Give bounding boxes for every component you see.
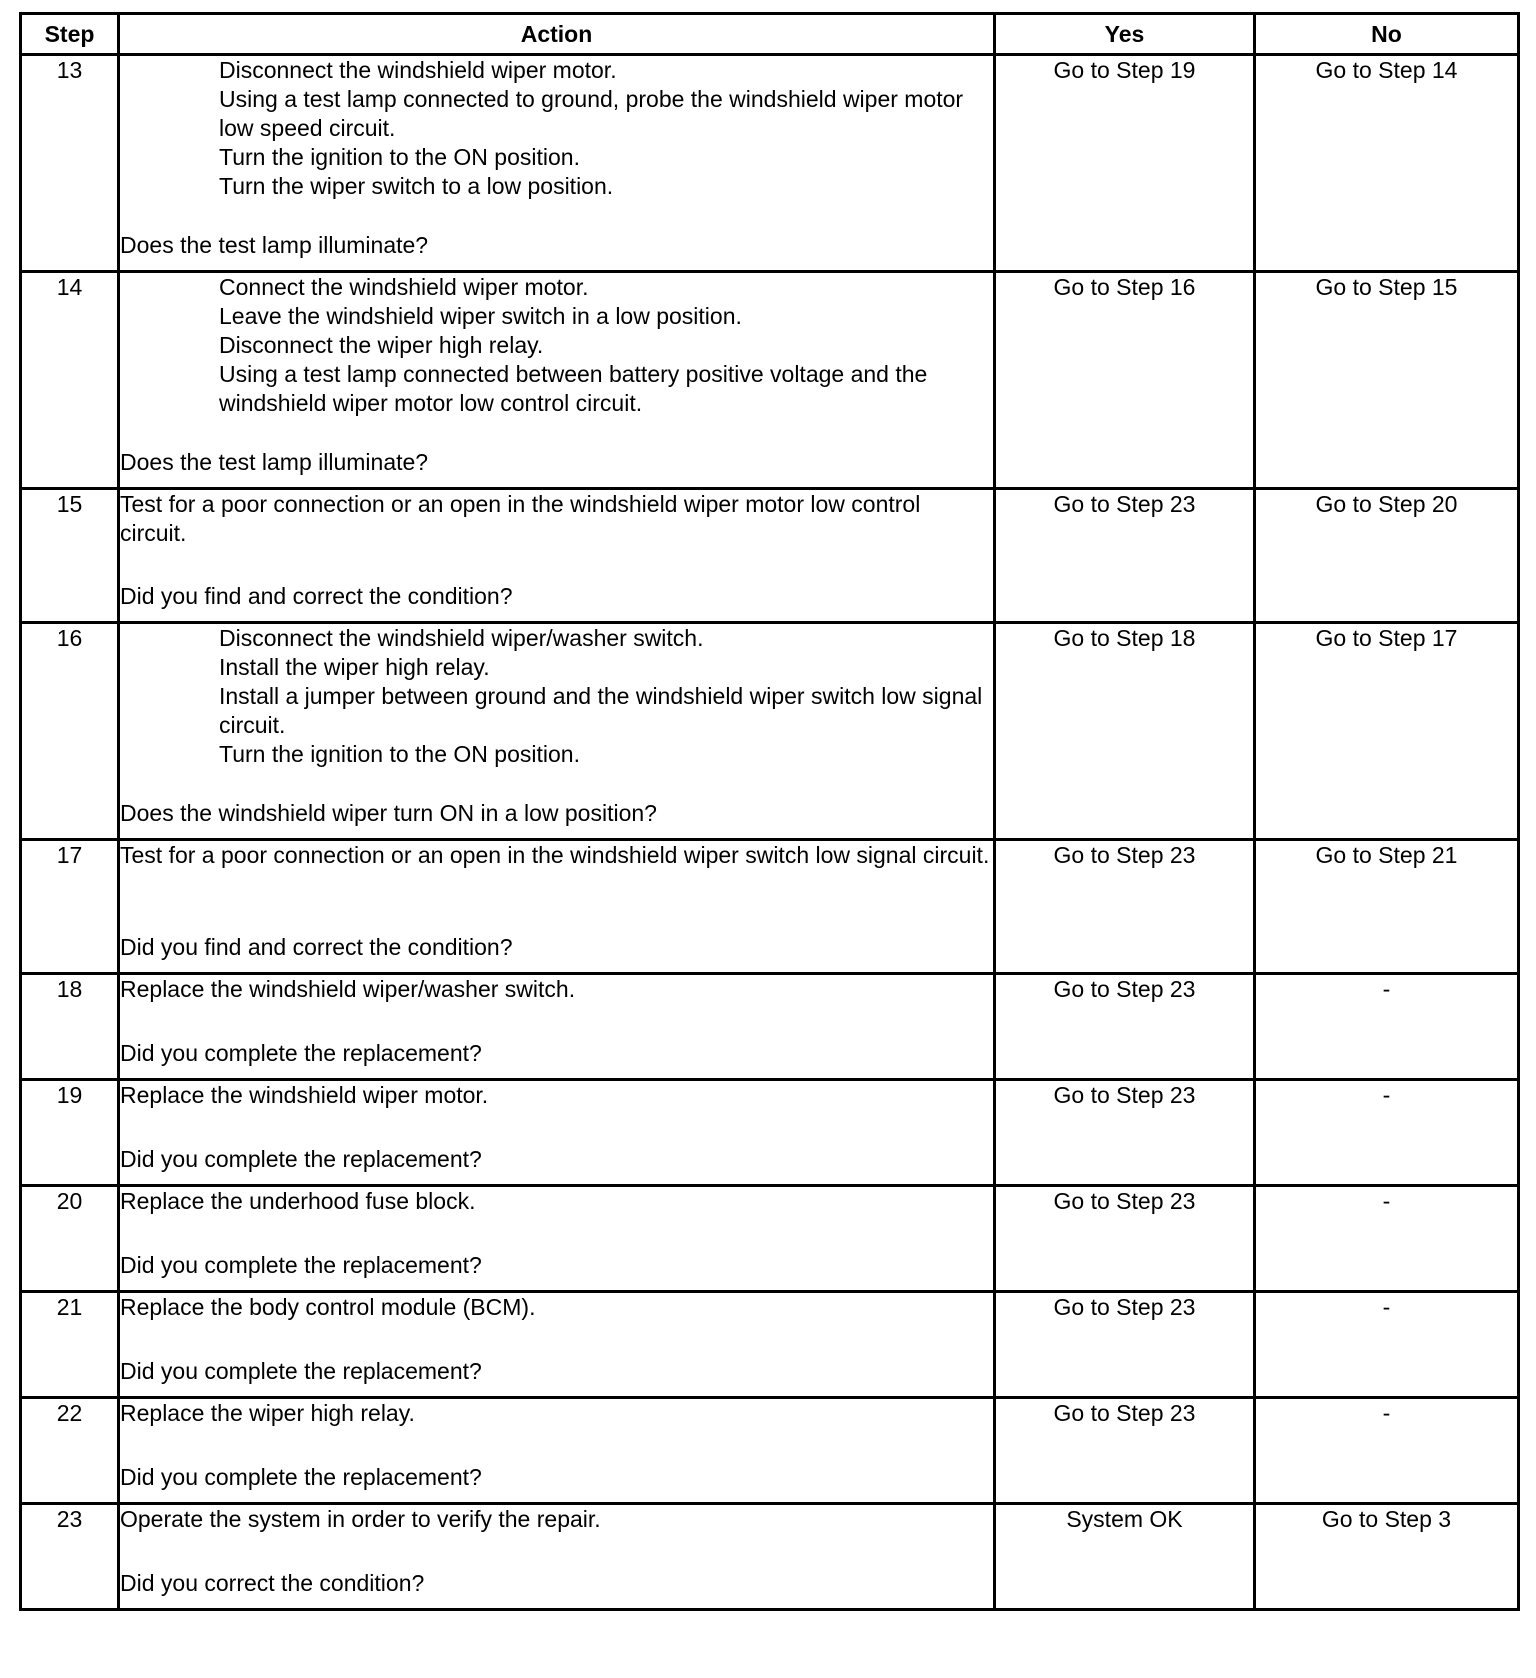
yes-result: Go to Step 19 (1053, 57, 1196, 83)
substep-item: Disconnect the wiper high relay. (219, 332, 544, 358)
no-result: Go to Step 21 (1315, 842, 1458, 868)
no-result: - (1382, 1294, 1391, 1320)
no-result: - (1382, 1400, 1391, 1426)
substep-item: Install a jumper between ground and the windshield wiper switch low signal circuit. (219, 683, 983, 738)
substep-item: Using a test lamp connected to ground, probe the windshield wiper motor low speed circuit. (219, 86, 964, 141)
table-row (21, 1504, 1519, 1610)
no-cell (1255, 55, 1519, 272)
action-question: Does the windshield wiper turn ON in a low position? (120, 800, 657, 826)
yes-cell (995, 1080, 1255, 1186)
action-cell (119, 840, 995, 974)
substep-list (120, 56, 993, 201)
action-question: Does the test lamp illuminate? (120, 449, 429, 475)
no-result: - (1382, 976, 1391, 1002)
action-question: Did you complete the replacement? (120, 1358, 482, 1384)
action-cell (119, 1186, 995, 1292)
yes-cell (995, 974, 1255, 1080)
step-number: 15 (21, 489, 119, 623)
no-cell (1255, 489, 1519, 623)
step-number: 17 (21, 840, 119, 974)
action-cell (119, 272, 995, 489)
yes-result: Go to Step 23 (1053, 842, 1196, 868)
step-number: 23 (21, 1504, 119, 1610)
table-row (21, 1186, 1519, 1292)
no-result: - (1382, 1082, 1391, 1108)
action-cell (119, 623, 995, 840)
action-question: Did you complete the replacement? (120, 1146, 482, 1172)
action-cell (119, 1504, 995, 1610)
yes-result: Go to Step 23 (1053, 491, 1196, 517)
table-row (21, 974, 1519, 1080)
step-number: 22 (21, 1398, 119, 1504)
no-result: Go to Step 20 (1315, 491, 1458, 517)
yes-result: Go to Step 23 (1053, 1082, 1196, 1108)
no-cell (1255, 1504, 1519, 1610)
action-question: Did you complete the replacement? (120, 1464, 482, 1490)
table-row (21, 1398, 1519, 1504)
yes-result: System OK (1066, 1506, 1183, 1532)
action-description: Test for a poor connection or an open in the windshield wiper switch low signal circuit. (120, 842, 990, 868)
action-question: Did you correct the condition? (120, 1570, 425, 1596)
table-row (21, 840, 1519, 974)
table-row (21, 272, 1519, 489)
table-row (21, 489, 1519, 623)
action-cell (119, 489, 995, 623)
action-question: Did you complete the replacement? (120, 1040, 482, 1066)
no-result: - (1382, 1188, 1391, 1214)
yes-cell (995, 1186, 1255, 1292)
substep-item: Using a test lamp connected between battery positive voltage and the windshield wiper motor low control circuit. (219, 361, 928, 416)
step-number: 19 (21, 1080, 119, 1186)
action-cell (119, 1080, 995, 1186)
substep-list (120, 624, 993, 769)
yes-result: Go to Step 23 (1053, 1294, 1196, 1320)
step-number: 13 (21, 55, 119, 272)
yes-result: Go to Step 18 (1053, 625, 1196, 651)
substep-item: Turn the ignition to the ON position. (219, 144, 580, 170)
no-result: Go to Step 3 (1321, 1506, 1452, 1532)
action-cell (119, 1398, 995, 1504)
action-description: Test for a poor connection or an open in the windshield wiper motor low control circuit. (120, 491, 921, 546)
substep-item: Leave the windshield wiper switch in a low position. (219, 303, 742, 329)
no-cell (1255, 623, 1519, 840)
table-row (21, 55, 1519, 272)
no-result: Go to Step 15 (1315, 274, 1458, 300)
no-cell (1255, 974, 1519, 1080)
substep-item: Turn the ignition to the ON position. (219, 741, 580, 767)
substep-item: Turn the wiper switch to a low position. (219, 173, 614, 199)
yes-result: Go to Step 16 (1053, 274, 1196, 300)
action-cell (119, 1292, 995, 1398)
table-row (21, 1080, 1519, 1186)
header-step: Step (21, 14, 119, 55)
substep-item: Install the wiper high relay. (219, 654, 490, 680)
action-description: Operate the system in order to verify the repair. (120, 1506, 601, 1532)
action-cell (119, 974, 995, 1080)
no-cell (1255, 1398, 1519, 1504)
yes-cell (995, 1504, 1255, 1610)
action-description: Replace the body control module (BCM). (120, 1294, 536, 1320)
action-cell (119, 55, 995, 272)
yes-result: Go to Step 23 (1053, 1400, 1196, 1426)
action-description: Replace the windshield wiper/washer switch. (120, 976, 576, 1002)
step-number: 16 (21, 623, 119, 840)
action-question: Did you complete the replacement? (120, 1252, 482, 1278)
yes-cell (995, 1292, 1255, 1398)
yes-cell (995, 489, 1255, 623)
no-cell (1255, 1080, 1519, 1186)
yes-cell (995, 55, 1255, 272)
yes-cell (995, 1398, 1255, 1504)
action-question: Did you find and correct the condition? (120, 934, 513, 960)
yes-cell (995, 272, 1255, 489)
header-yes: Yes (995, 14, 1255, 55)
step-number: 20 (21, 1186, 119, 1292)
yes-cell (995, 623, 1255, 840)
substep-item: Connect the windshield wiper motor. (219, 274, 589, 300)
step-number: 21 (21, 1292, 119, 1398)
substep-item: Disconnect the windshield wiper motor. (219, 57, 617, 83)
table-row (21, 623, 1519, 840)
yes-result: Go to Step 23 (1053, 1188, 1196, 1214)
substep-list (120, 273, 993, 418)
yes-cell (995, 840, 1255, 974)
no-cell (1255, 272, 1519, 489)
step-number: 14 (21, 272, 119, 489)
diagnostic-table (19, 12, 1520, 1611)
no-cell (1255, 1292, 1519, 1398)
action-description: Replace the windshield wiper motor. (120, 1082, 489, 1108)
no-cell (1255, 1186, 1519, 1292)
no-result: Go to Step 17 (1315, 625, 1458, 651)
table-header-row (21, 14, 1519, 55)
no-cell (1255, 840, 1519, 974)
action-description: Replace the underhood fuse block. (120, 1188, 476, 1214)
table-row (21, 1292, 1519, 1398)
action-question: Does the test lamp illuminate? (120, 232, 429, 258)
step-number: 18 (21, 974, 119, 1080)
yes-result: Go to Step 23 (1053, 976, 1196, 1002)
no-result: Go to Step 14 (1315, 57, 1458, 83)
header-no: No (1255, 14, 1519, 55)
table-body (21, 55, 1519, 1610)
action-question: Did you find and correct the condition? (120, 583, 513, 609)
header-action: Action (119, 14, 995, 55)
action-description: Replace the wiper high relay. (120, 1400, 415, 1426)
substep-item: Disconnect the windshield wiper/washer switch. (219, 625, 704, 651)
